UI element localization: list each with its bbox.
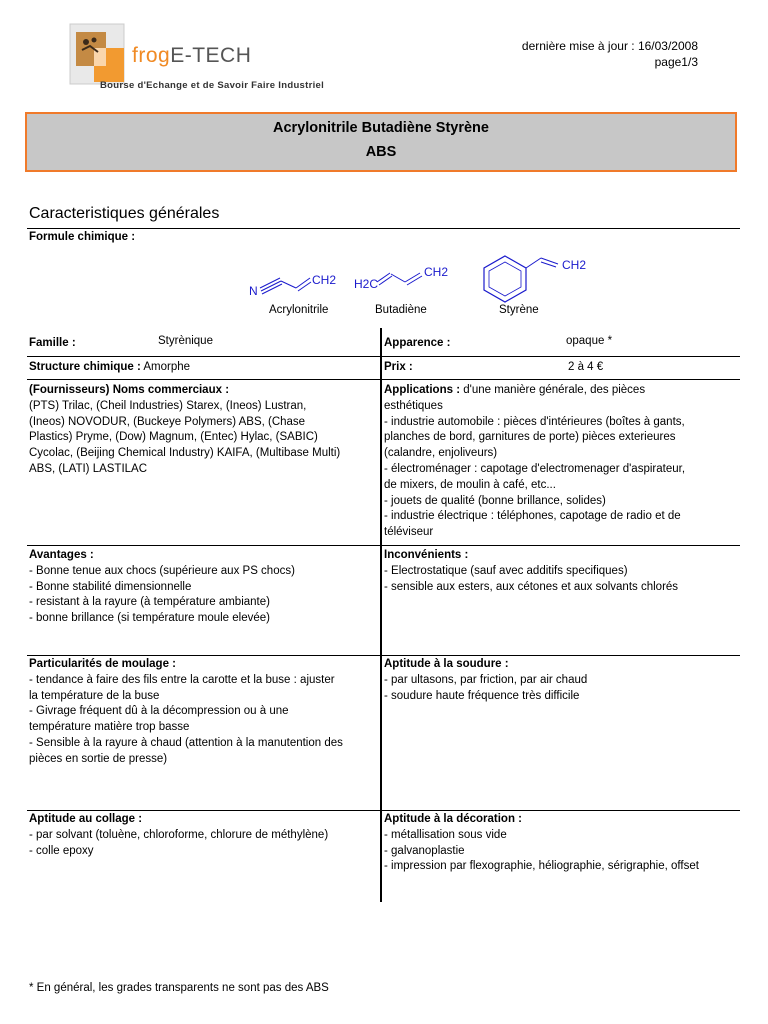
decoration-cell [384, 812, 738, 875]
structure-value: Amorphe [143, 361, 191, 373]
table-row-divider [27, 545, 740, 546]
apparence-label: Apparence : [384, 337, 451, 349]
applications-intro: d'une manière générale, des pièces [460, 384, 646, 396]
butadiene-ch2-label: CH2 [424, 265, 449, 279]
structure-label: Structure chimique : [29, 361, 141, 373]
avantages-label: Avantages : [29, 549, 94, 561]
moulage-line: la température de la buse [29, 689, 160, 702]
collage-line: - colle epoxy [29, 844, 94, 857]
butadiene-name: Butadiène [375, 304, 427, 316]
moulage-line: - Sensible à la rayure à chaud (attention à la manutention des [29, 736, 343, 749]
section-title: Caracteristiques générales [29, 205, 220, 222]
avantages-line: - Bonne stabilité dimensionnelle [29, 580, 192, 593]
brand-part-etech: E-TECH [170, 44, 252, 67]
brand-part-frog: frog [132, 44, 171, 67]
table-row-divider [27, 379, 740, 380]
decoration-line: - impression par flexographie, héliographie, sérigraphie, offset [384, 860, 699, 873]
moulage-line: température matière trop basse [29, 721, 190, 734]
page-meta [522, 38, 698, 70]
decoration-line: - métallisation sous vide [384, 828, 507, 841]
moulage-line: - tendance à faire des fils entre la carotte et la buse : ajuster [29, 673, 335, 686]
soudure-cell [384, 657, 738, 704]
applications-line: esthétiques [384, 399, 443, 412]
avantages-line: - Bonne tenue aux chocs (supérieure aux PS chocs) [29, 564, 295, 577]
prix-label: Prix : [384, 361, 413, 373]
structure-cell [29, 360, 190, 376]
section-divider [27, 228, 740, 229]
soudure-line: - par ultasons, par friction, par air chaud [384, 673, 588, 686]
title-box [25, 112, 737, 172]
famille-label: Famille : [29, 337, 76, 349]
table-row-divider [27, 810, 740, 811]
applications-line: - électroménager : capotage d'electromenager d'aspirateur, [384, 462, 686, 475]
fournisseurs-label: (Fournisseurs) Noms commerciaux : [29, 384, 230, 396]
collage-cell [29, 812, 377, 859]
title-line-1: Acrylonitrile Butadiène Styrène [273, 120, 489, 136]
formula-label: Formule chimique : [29, 231, 136, 243]
applications-line: - jouets de qualité (bonne brillance, solides) [384, 494, 606, 507]
applications-cell [384, 383, 738, 541]
inconvenients-line: - sensible aux esters, aux cétones et aux solvants chlorés [384, 580, 679, 593]
acrylonitrile-name: Acrylonitrile [269, 304, 329, 316]
avantages-line: - resistant à la rayure (à température ambiante) [29, 596, 270, 609]
styrene-ch2-label: CH2 [562, 258, 587, 272]
decoration-label: Aptitude à la décoration : [384, 813, 523, 825]
footnote: * En général, les grades transparents ne sont pas des ABS [29, 982, 329, 994]
styrene-name: Styrène [499, 304, 539, 316]
applications-line: - industrie électrique : téléphones, capotage de radio et de [384, 510, 681, 523]
decoration-line: - galvanoplastie [384, 844, 465, 857]
brand-tagline: Bourse d'Echange et de Savoir Faire Industriel [100, 80, 325, 91]
inconvenients-label: Inconvénients : [384, 549, 469, 561]
chemical-structures [240, 248, 610, 306]
table-row-divider [27, 356, 740, 357]
applications-line: de mixers, de moulin à café, etc... [384, 478, 556, 491]
collage-line: - par solvant (toluène, chloroforme, chlorure de méthylène) [29, 828, 329, 841]
prix-value: 2 à 4 € [568, 361, 604, 373]
applications-label: Applications : [384, 384, 461, 396]
fournisseurs-line: Cycolac, (Beijing Chemical Industry) KAIFA, (Multibase Multi) [29, 447, 341, 460]
frog-logo-icon [68, 22, 128, 86]
applications-line: - industrie automobile : pièces d'intérieures (boîtes à gants, [384, 415, 685, 428]
fournisseurs-line: Plastics) Pryme, (Dow) Magnum, (Entec) Hylac, (SABIC) [29, 431, 318, 444]
moulage-line: - Givrage fréquent dû à la décompression ou à une [29, 705, 289, 718]
table-center-divider [380, 328, 382, 902]
inconvenients-line: - Electrostatique (sauf avec additifs specifiques) [384, 564, 628, 577]
butadiene-h2c-label: H2C [354, 277, 379, 291]
applications-line: téléviseur [384, 526, 434, 539]
soudure-label: Aptitude à la soudure : [384, 658, 509, 670]
table-row-divider [27, 655, 740, 656]
applications-line: (calandre, enjoliveurs) [384, 447, 498, 460]
moulage-cell [29, 657, 379, 768]
fournisseurs-cell [29, 383, 377, 478]
title-line-2: ABS [365, 144, 397, 160]
acrylonitrile-ch2-label: CH2 [312, 273, 337, 287]
applications-first-line [384, 383, 738, 399]
collage-label: Aptitude au collage : [29, 813, 143, 825]
fournisseurs-line: (PTS) Trilac, (Cheil Industries) Starex, (Ineos) Lustran, [29, 399, 307, 412]
soudure-line: - soudure haute fréquence très difficile [384, 689, 580, 702]
fournisseurs-line: (Ineos) NOVODUR, (Buckeye Polymers) ABS, (Chase [29, 415, 306, 428]
applications-line: planches de bord, garnitures de porte) pièces exterieures [384, 431, 676, 444]
brand-name [132, 44, 251, 68]
acrylonitrile-n-label: N [249, 284, 258, 298]
apparence-value: opaque * [566, 335, 613, 347]
page-number: page1/3 [654, 55, 698, 69]
moulage-label: Particularités de moulage : [29, 658, 176, 670]
avantages-line: - bonne brillance (si température moule elevée) [29, 612, 270, 625]
inconvenients-cell [384, 548, 738, 595]
last-update: dernière mise à jour : 16/03/2008 [521, 39, 698, 53]
moulage-line: pièces en sortie de presse) [29, 752, 168, 765]
famille-value: Styrènique [158, 335, 213, 347]
avantages-cell [29, 548, 377, 627]
fournisseurs-line: ABS, (LATI) LASTILAC [29, 462, 148, 475]
